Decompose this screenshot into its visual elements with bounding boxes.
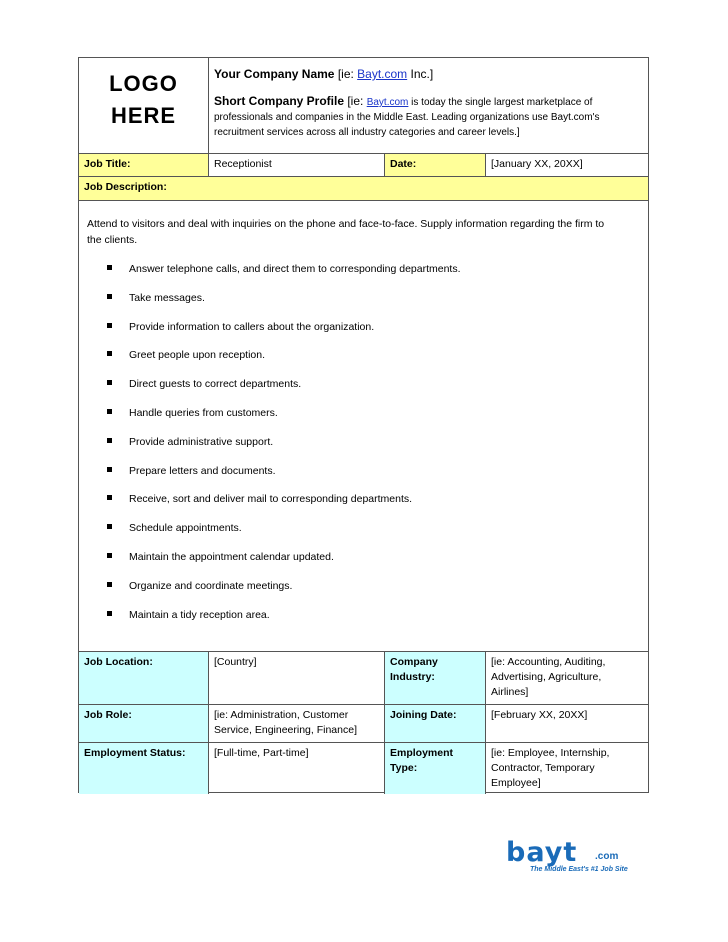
bullet-icon	[107, 582, 112, 587]
duty-item	[79, 549, 648, 578]
bullet-icon	[107, 467, 112, 472]
duty-item	[79, 290, 648, 319]
bullet-icon	[107, 553, 112, 558]
company-industry-value	[485, 652, 648, 704]
company-name-post: Inc.]	[407, 67, 434, 81]
duty-item	[79, 607, 648, 636]
duty-item	[79, 261, 648, 290]
job-location-label: Job Location:	[79, 652, 208, 704]
duty-text: Answer telephone calls, and direct them to corresponding departments.	[129, 263, 461, 275]
bullet-icon	[107, 323, 112, 328]
employment-type-label	[384, 743, 485, 794]
company-industry-value-1: [ie: Accounting, Auditing,	[491, 656, 606, 668]
employment-type-value	[485, 743, 648, 794]
description-line-1: Attend to visitors and deal with inquiries on the phone and face-to-face. Supply information regarding the firm to	[87, 218, 605, 230]
profile-text-2: professionals and companies in the Middle East. Leading organizations use Bayt.com's	[214, 112, 600, 123]
job-role-value-1: [ie: Administration, Customer	[214, 709, 349, 721]
company-name-link[interactable]: Bayt.com	[357, 67, 408, 81]
bayt-tagline: The Middle East's #1 Job Site	[530, 866, 628, 873]
joining-date-label: Joining Date:	[384, 705, 485, 742]
duty-text: Provide information to callers about the organization.	[129, 320, 375, 333]
bullet-icon	[107, 351, 112, 356]
company-name-label: Your Company Name	[214, 67, 335, 81]
duty-item	[79, 463, 648, 492]
job-role-label: Job Role:	[79, 705, 208, 742]
duty-text: Take messages.	[129, 291, 205, 304]
profile-pre: [ie:	[344, 94, 367, 108]
bullet-icon	[107, 409, 112, 414]
employment-type-value-1: [ie: Employee, Internship,	[491, 747, 610, 759]
company-profile	[214, 94, 643, 140]
bullet-icon	[107, 380, 112, 385]
duty-text: Organize and coordinate meetings.	[129, 579, 293, 592]
company-industry-label	[384, 652, 485, 704]
logo-placeholder	[79, 58, 208, 153]
job-description-label: Job Description:	[84, 181, 167, 193]
description-line-2: the clients.	[87, 234, 138, 246]
duty-item	[79, 434, 648, 463]
bullet-icon	[107, 495, 112, 500]
company-industry-label-1: Company	[390, 656, 438, 668]
profile-text-3: recruitment services across all industry categories and career levels.]	[214, 127, 520, 138]
employment-type-value-2: Contractor, Temporary	[491, 762, 595, 774]
duty-text: Receive, sort and deliver mail to corresponding departments.	[129, 493, 413, 506]
job-location-value: [Country]	[208, 652, 384, 704]
profile-label: Short Company Profile	[214, 94, 345, 108]
bayt-domain-suffix: .com	[595, 851, 619, 862]
joining-date-value: [February XX, 20XX]	[485, 705, 648, 742]
bullet-icon	[107, 265, 112, 270]
job-title-label: Job Title:	[84, 158, 131, 170]
job-title-row	[79, 154, 648, 177]
duty-item	[79, 347, 648, 376]
duty-item	[79, 491, 648, 520]
location-row	[79, 651, 648, 705]
bayt-logo[interactable]	[506, 837, 641, 879]
job-description-summary	[79, 216, 648, 248]
company-industry-value-2: Advertising, Agriculture,	[491, 671, 602, 683]
profile-link[interactable]: Bayt.com	[366, 97, 409, 108]
employment-status-label: Employment Status:	[79, 743, 208, 794]
duty-text: Direct guests to correct departments.	[129, 378, 302, 391]
bullet-icon	[107, 294, 112, 299]
employment-status-value: [Full-time, Part-time]	[208, 743, 384, 794]
duty-item	[79, 578, 648, 607]
date-value: [January XX, 20XX]	[485, 154, 648, 176]
duty-text: Maintain the appointment calendar updated.	[129, 550, 334, 563]
bayt-wordmark: bayt	[506, 837, 578, 868]
company-industry-label-2: Industry:	[390, 671, 435, 683]
duty-item	[79, 319, 648, 348]
employment-type-label-2: Type:	[390, 762, 418, 774]
bullet-icon	[107, 524, 112, 529]
employment-type-label-1: Employment	[390, 747, 454, 759]
company-name	[214, 67, 643, 82]
company-industry-value-3: Airlines]	[491, 686, 529, 698]
job-role-value	[208, 705, 384, 742]
duty-item	[79, 376, 648, 405]
job-description-form	[78, 57, 649, 793]
duty-text: Provide administrative support.	[129, 435, 274, 448]
job-title-value: Receptionist	[208, 154, 384, 176]
role-row	[79, 705, 648, 743]
logo-line-2: HERE	[110, 103, 177, 128]
company-name-pre: [ie:	[337, 67, 358, 81]
employment-row	[79, 743, 648, 794]
duty-text: Greet people upon reception.	[129, 349, 266, 362]
duty-item	[79, 520, 648, 549]
duty-item	[79, 405, 648, 434]
job-role-value-2: Service, Engineering, Finance]	[214, 724, 357, 736]
duty-text: Handle queries from customers.	[129, 406, 278, 419]
duty-text: Maintain a tidy reception area.	[129, 608, 270, 621]
job-description-header	[79, 177, 648, 201]
company-info	[208, 58, 648, 153]
header-row	[79, 58, 648, 154]
duties-list	[79, 261, 648, 635]
logo-line-1: LOGO	[109, 71, 178, 96]
profile-text-1: is today the single largest marketplace of	[408, 97, 593, 108]
duty-text: Schedule appointments.	[129, 522, 242, 535]
bullet-icon	[107, 611, 112, 616]
date-label: Date:	[384, 154, 485, 176]
employment-type-value-3: Employee]	[491, 777, 541, 789]
bullet-icon	[107, 438, 112, 443]
duty-text: Prepare letters and documents.	[129, 464, 276, 477]
